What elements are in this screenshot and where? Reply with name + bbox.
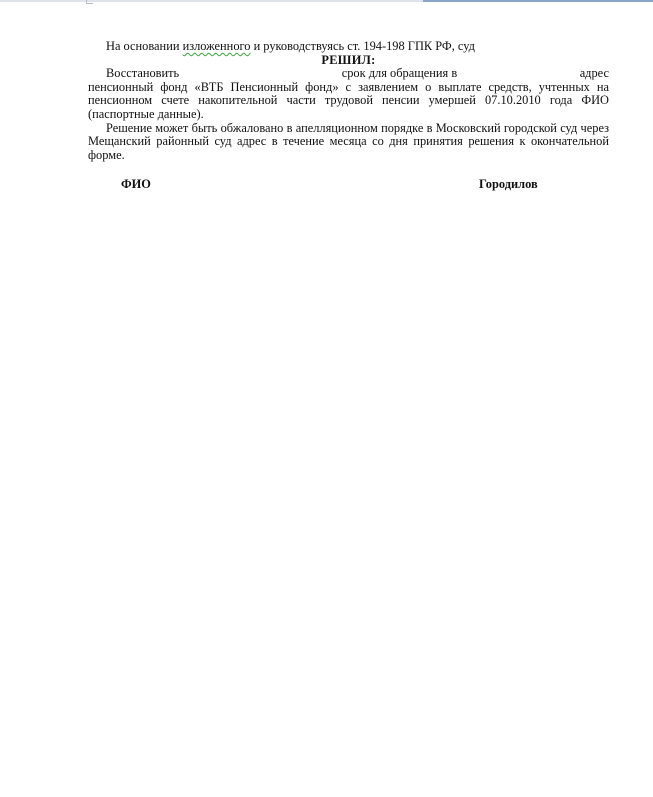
intro-text-before: На основании <box>106 39 183 53</box>
intro-paragraph <box>88 40 609 54</box>
appeal-paragraph: Решение может быть обжаловано в апелляционном порядке в Московский городской суд через Мещанский районный суд адрес в течение месяца со дня принятия решения к окончательной форме. <box>88 120 609 162</box>
ruler-marker-icon <box>86 0 93 4</box>
spellcheck-flagged-word[interactable]: изложенного <box>182 39 251 53</box>
intro-text-after: и руководствуясь ст. 194-198 ГПК РФ, суд <box>250 39 475 53</box>
restore-paragraph: пенсионный фонд «ВТБ Пенсионный фонд» с заявлением о выплате средств, учтенных на пенсионном счете накопительной части трудовой пенсии умершей 07.10.2010 года ФИО (паспортные данные). <box>88 79 609 121</box>
signature-name-left: ФИО <box>121 177 151 192</box>
restore-first-line <box>88 67 609 81</box>
decision-heading: РЕШИЛ: <box>321 52 376 67</box>
document-body[interactable] <box>88 40 609 194</box>
restore-word-3: адрес <box>579 66 609 81</box>
restore-word-1: Восстановить <box>106 66 180 81</box>
top-ruler-accent <box>423 0 653 2</box>
signature-line <box>88 178 609 194</box>
signature-name-right: Городилов <box>479 177 538 192</box>
restore-word-2: срок для обращения в <box>341 66 458 81</box>
